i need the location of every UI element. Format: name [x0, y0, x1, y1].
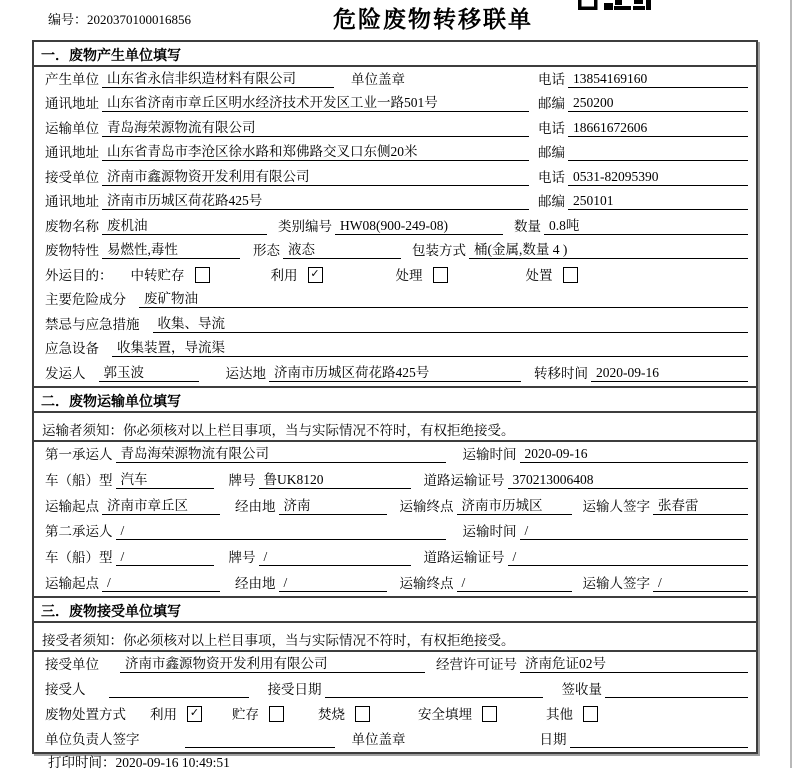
zip-label: 邮编 — [538, 145, 565, 160]
vehicle-type-label: 车（船）型 — [45, 472, 113, 488]
transfer-purpose-label: 外运目的： — [45, 267, 113, 283]
manifest-form — [32, 40, 758, 754]
receiver-address-value: 济南市历城区荷花路425号 — [102, 189, 529, 210]
transport-time-label: 运输时间 — [462, 524, 517, 540]
road-license-value-2: / — [508, 549, 749, 566]
waste-name-label: 废物名称 — [45, 218, 99, 234]
route-via-label: 经由地 — [235, 575, 276, 591]
section-transporter — [34, 386, 756, 596]
plate-label: 牌号 — [228, 549, 256, 565]
second-transport-time-value: / — [520, 523, 749, 540]
plate-value: 鲁UK8120 — [259, 468, 411, 489]
unit-seal-label: 单位盖章 — [351, 732, 406, 748]
transporter-unit-value: 青岛海荣源物流有限公司 — [102, 116, 529, 137]
plate-value-2: / — [259, 549, 411, 566]
checkbox-disposal-storage — [269, 706, 284, 722]
carrier-signature-label: 运输人签字 — [582, 575, 650, 591]
checkbox-disposal-incinerate — [355, 706, 370, 722]
dispatcher-value: 郭玉波 — [99, 361, 199, 382]
hazard-component-label: 主要危险成分 — [45, 292, 126, 307]
accepting-unit-row — [34, 652, 756, 677]
accepting-unit-label: 接受单位 — [45, 656, 99, 672]
accept-date-label: 接受日期 — [267, 682, 322, 697]
dispatcher-row — [34, 361, 756, 386]
print-time-value: 2020-09-16 10:49:51 — [115, 755, 230, 770]
route-start-value-2: / — [102, 575, 220, 592]
route-end-label: 运输终点 — [399, 575, 454, 591]
document-number-value: 2020370100016856 — [87, 12, 192, 27]
transporter-address-row — [34, 141, 756, 166]
address-label: 通讯地址 — [45, 194, 99, 209]
acceptor-row — [34, 677, 756, 702]
phone-label: 电话 — [538, 120, 565, 136]
route-start-label: 运输起点 — [45, 498, 99, 514]
option-treat-label: 处理 — [395, 267, 423, 283]
transfer-time-value: 2020-09-16 — [591, 365, 748, 382]
print-time-label: 打印时间： — [48, 755, 116, 770]
transporter-notice: 运输者须知：你必须核对以上栏目事项，当与实际情况不符时，有权拒绝接受。 — [34, 413, 756, 442]
section-producer — [34, 42, 756, 386]
checkbox-disposal-landfill — [482, 706, 497, 722]
waste-traits-value: 易燃性,毒性 — [102, 238, 240, 259]
hazard-component-value: 废矿物油 — [139, 287, 748, 308]
producer-unit-label: 产生单位 — [45, 71, 99, 87]
emergency-measures-value: 收集、导流 — [153, 312, 749, 333]
second-vehicle-row — [34, 544, 756, 570]
carrier-signature-label: 运输人签字 — [582, 498, 650, 514]
emergency-equipment-label: 应急设备 — [45, 341, 99, 356]
waste-qty-label: 数量 — [514, 218, 541, 234]
option-landfill-label: 安全填埋 — [418, 707, 472, 723]
producer-unit-value: 山东省永信非织造材料有限公司 — [102, 67, 334, 88]
receiver-zip-value: 250101 — [568, 193, 748, 210]
disposal-method-row — [34, 702, 756, 727]
route-via-value-2: / — [279, 575, 387, 592]
road-license-label: 道路运输证号 — [423, 472, 505, 488]
route-start-value: 济南市章丘区 — [102, 494, 220, 515]
option-dispose-label: 处置 — [525, 267, 553, 283]
emergency-equipment-row — [34, 337, 756, 362]
waste-traits-label: 废物特性 — [45, 243, 99, 258]
accepting-unit-value: 济南市鑫源物资开发利用有限公司 — [120, 652, 425, 673]
route-end-label: 运输终点 — [399, 498, 454, 514]
received-qty-value — [605, 683, 748, 698]
second-carrier-row — [34, 519, 756, 545]
document-number — [48, 9, 191, 28]
emergency-measures-label: 禁忌与应急措施 — [45, 316, 140, 332]
phone-label: 电话 — [538, 169, 565, 185]
address-label: 通讯地址 — [45, 96, 99, 111]
unit-seal-label: 单位盖章 — [351, 71, 405, 87]
acceptor-label: 接受人 — [45, 682, 86, 697]
page-edge-divider — [790, 0, 792, 768]
dispatcher-label: 发运人 — [45, 365, 86, 381]
road-license-label: 道路运输证号 — [423, 549, 505, 565]
emergency-measures-row — [34, 312, 756, 337]
date-label: 日期 — [539, 732, 567, 748]
carrier-signature-value-2: / — [653, 575, 748, 592]
option-transfer-storage-label: 中转贮存 — [130, 267, 185, 283]
producer-zip-value: 250200 — [568, 95, 748, 112]
option-incinerate-label: 焚烧 — [318, 707, 345, 723]
road-license-value: 370213006408 — [508, 472, 749, 489]
first-carrier-label: 第一承运人 — [45, 447, 113, 463]
waste-traits-row — [34, 239, 756, 264]
transfer-purpose-row — [34, 263, 756, 288]
waste-code-label: 类别编号 — [278, 218, 332, 234]
responsible-signature-row — [34, 727, 756, 752]
page-title: 危险废物转移联单 — [333, 7, 533, 32]
transporter-unit-label: 运输单位 — [45, 120, 99, 136]
date-value — [570, 733, 749, 748]
transfer-time-label: 转移时间 — [534, 365, 588, 381]
waste-qty-value: 0.8吨 — [544, 214, 748, 235]
waste-form-value: 液态 — [283, 238, 401, 259]
transporter-address-value: 山东省青岛市李沧区徐水路和郑佛路交叉口东侧20米 — [102, 140, 529, 161]
section-receiver-title: 三．废物接受单位填写 — [34, 598, 756, 623]
permit-number-value: 济南危证02号 — [520, 652, 748, 673]
receiver-phone-value: 0531-82095390 — [568, 169, 748, 186]
zip-label: 邮编 — [538, 194, 565, 209]
transporter-unit-row — [34, 116, 756, 141]
producer-address-value: 山东省济南市章丘区明水经济技术开发区工业一路501号 — [102, 91, 529, 112]
option-utilize-label: 利用 — [150, 707, 177, 723]
accept-date-value — [325, 683, 543, 698]
option-utilize-label: 利用 — [270, 267, 298, 283]
responsible-signature-label: 单位负责人签字 — [45, 732, 140, 748]
section-receiver — [34, 596, 756, 753]
route-via-value: 济南 — [279, 494, 387, 515]
transporter-phone-value: 18661672606 — [568, 120, 748, 137]
transporter-zip-value — [568, 146, 748, 161]
qr-code-icon — [578, 0, 652, 10]
hazard-component-row — [34, 288, 756, 313]
first-carrier-value: 青岛海荣源物流有限公司 — [116, 442, 446, 463]
vehicle-type-value: 汽车 — [116, 468, 214, 489]
route-via-label: 经由地 — [235, 498, 276, 514]
checkbox-transfer-storage — [195, 267, 210, 283]
waste-form-label: 形态 — [253, 243, 280, 258]
option-other-label: 其他 — [546, 707, 573, 723]
checkbox-dispose — [563, 267, 578, 283]
packaging-value: 桶(金属,数量 4 ) — [469, 238, 748, 259]
packaging-label: 包装方式 — [412, 243, 466, 258]
responsible-signature-value — [185, 733, 335, 748]
carrier-signature-value: 张春雷 — [653, 494, 748, 515]
waste-name-value: 废机油 — [102, 214, 267, 235]
receiver-unit-value: 济南市鑫源物资开发利用有限公司 — [102, 165, 529, 186]
zip-label: 邮编 — [538, 96, 565, 111]
route-end-value: 济南市历城区 — [457, 494, 572, 515]
route-start-label: 运输起点 — [45, 575, 99, 591]
print-time — [48, 751, 230, 771]
waste-name-row — [34, 214, 756, 239]
document-number-label: 编号： — [48, 12, 88, 27]
first-carrier-row — [34, 442, 756, 468]
vehicle-type-label: 车（船）型 — [45, 549, 113, 565]
destination-value: 济南市历城区荷花路425号 — [269, 361, 521, 382]
first-transport-time-value: 2020-09-16 — [520, 446, 749, 463]
transport-time-label: 运输时间 — [462, 447, 517, 463]
address-label: 通讯地址 — [45, 145, 99, 160]
first-vehicle-row — [34, 467, 756, 493]
checkbox-disposal-other — [583, 706, 598, 722]
producer-unit-row — [34, 67, 756, 92]
first-route-row — [34, 493, 756, 519]
checkbox-treat — [433, 267, 448, 283]
emergency-equipment-value: 收集装置，导流渠 — [112, 336, 748, 357]
route-end-value-2: / — [457, 575, 572, 592]
receiver-unit-row — [34, 165, 756, 190]
receiver-notice: 接受者须知：你必须核对以上栏目事项，当与实际情况不符时，有权拒绝接受。 — [34, 623, 756, 652]
vehicle-type-value-2: / — [116, 549, 214, 566]
destination-label: 运达地 — [225, 365, 266, 381]
plate-label: 牌号 — [228, 472, 256, 488]
document-header — [0, 0, 796, 40]
waste-code-value: HW08(900-249-08) — [335, 218, 503, 235]
receiver-unit-label: 接受单位 — [45, 169, 99, 185]
section-producer-title: 一．废物产生单位填写 — [34, 42, 756, 67]
producer-phone-value: 13854169160 — [568, 71, 748, 88]
option-storage-label: 贮存 — [232, 707, 259, 723]
acceptor-value — [109, 683, 249, 698]
checkbox-disposal-utilize: ✓ — [187, 706, 202, 722]
second-carrier-label: 第二承运人 — [45, 524, 113, 540]
second-carrier-value: / — [116, 523, 446, 540]
permit-number-label: 经营许可证号 — [436, 656, 517, 672]
checkbox-utilize: ✓ — [308, 267, 323, 283]
phone-label: 电话 — [538, 71, 565, 87]
received-qty-label: 签收量 — [561, 682, 602, 697]
section-transporter-title: 二．废物运输单位填写 — [34, 388, 756, 413]
second-route-row — [34, 570, 756, 596]
producer-address-row — [34, 92, 756, 117]
receiver-address-row — [34, 190, 756, 215]
disposal-method-label: 废物处置方式 — [45, 707, 126, 723]
